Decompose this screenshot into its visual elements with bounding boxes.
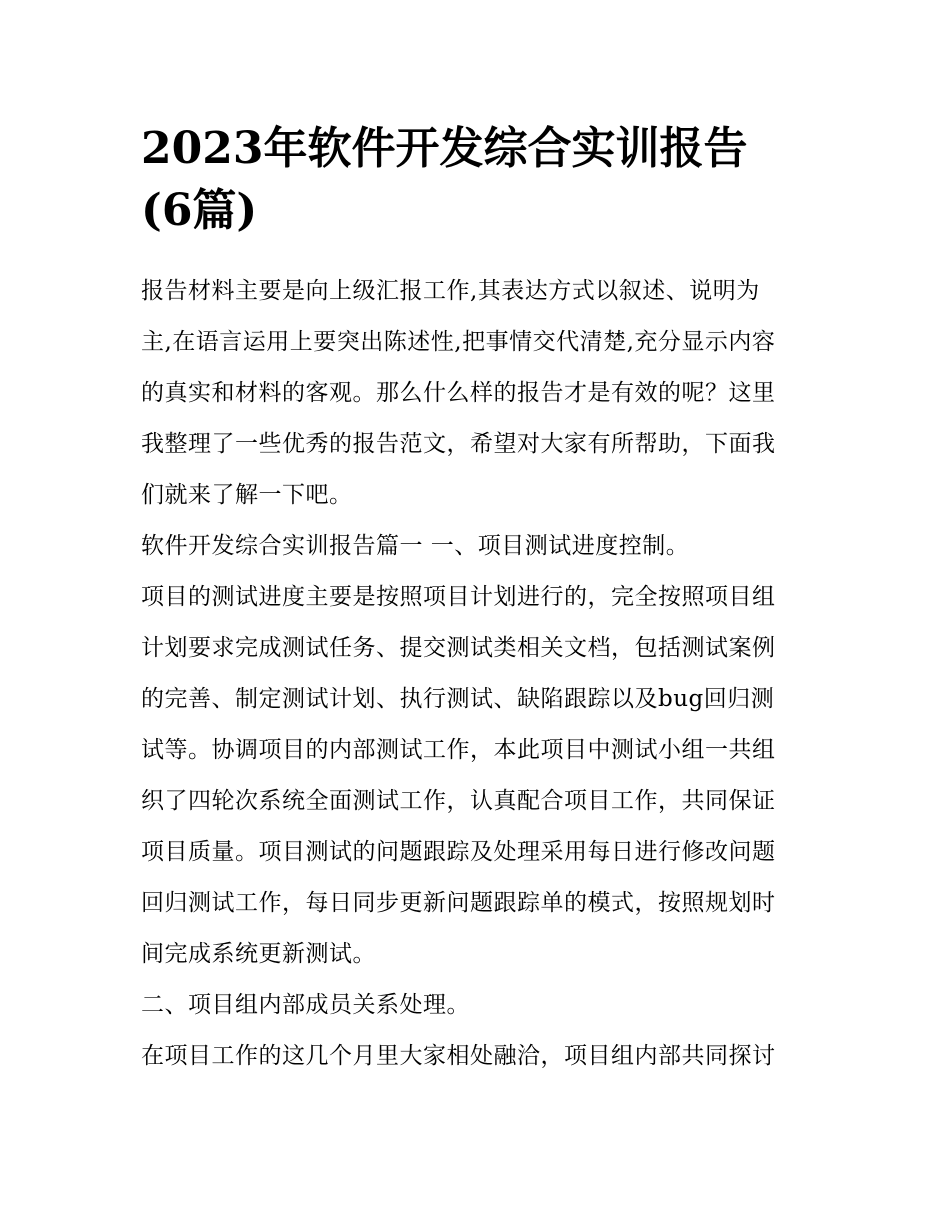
- section-1-line: 回归测试工作，每日同步更新问题跟踪单的模式，按照规划时: [141, 890, 776, 916]
- title-line-2: (6篇): [141, 185, 258, 236]
- section-1-line: 间完成系统更新测试。: [141, 941, 376, 967]
- section-2: [141, 980, 813, 1082]
- section-2-heading: 二、项目组内部成员关系处理。: [141, 992, 470, 1018]
- section-1-line: 试等。协调项目的内部测试工作，本此项目中测试小组一共组: [141, 737, 776, 763]
- document-content: [141, 118, 813, 1082]
- section-1-line: 织了四轮次系统全面测试工作，认真配合项目工作，共同保证: [141, 788, 776, 814]
- section-1-heading: 软件开发综合实训报告篇一 一、项目测试进度控制。: [141, 533, 690, 559]
- document-title: [141, 118, 813, 242]
- section-1-line: 计划要求完成测试任务、提交测试类相关文档，包括测试案例: [141, 635, 776, 661]
- intro-line: 的真实和材料的客观。那么什么样的报告才是有效的呢？这里: [141, 380, 776, 406]
- title-line-1: 2023年软件开发综合实训报告: [141, 123, 748, 174]
- intro-line: 报告材料主要是向上级汇报工作,其表达方式以叙述、说明为: [141, 278, 760, 304]
- intro-line: 们就来了解一下吧。: [141, 482, 353, 508]
- section-1-line: 项目的测试进度主要是按照项目计划进行的，完全按照项目组: [141, 584, 776, 610]
- intro-paragraph: [141, 266, 813, 521]
- section-2-line: 在项目工作的这几个月里大家相处融洽，项目组内部共同探讨: [141, 1043, 776, 1069]
- section-1-line: 的完善、制定测试计划、执行测试、缺陷跟踪以及bug回归测: [141, 686, 775, 712]
- intro-line: 主,在语言运用上要突出陈述性,把事情交代清楚,充分显示内容: [141, 329, 776, 355]
- intro-line: 我整理了一些优秀的报告范文，希望对大家有所帮助，下面我: [141, 431, 776, 457]
- section-1: [141, 521, 813, 980]
- section-1-line: 项目质量。项目测试的问题跟踪及处理采用每日进行修改问题: [141, 839, 776, 865]
